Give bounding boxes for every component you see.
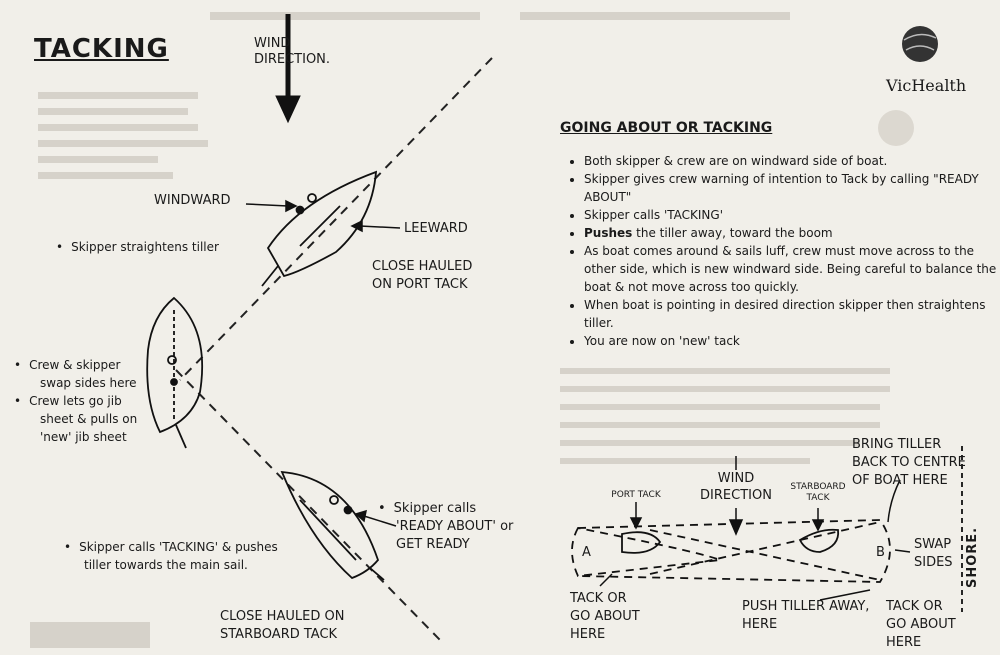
leeward-label: LEEWARD [404,221,468,236]
step-item: • Both skipper & crew are on windward side of boat. [584,152,1000,170]
note-ready-line-3: GET READY [396,537,470,552]
diagram-wind-line-2: DIRECTION [700,488,772,503]
tack-left-line-3: HERE [570,627,606,642]
note-tacking-call [64,538,304,574]
swap-sides-line-2: SIDES [914,555,953,570]
bring-tiller-line-2: BACK TO CENTRE [852,455,966,470]
close-hauled-starboard-line-1: CLOSE HAULED ON [220,609,345,624]
note-ready-line-1 [378,500,518,518]
starboard-tack-line-1: STARBOARD [790,482,846,492]
note-swap-line-1 [14,356,154,374]
tack-here-right-label [886,598,956,652]
note-tacking-text-1: Skipper calls 'TACKING' & pushes [79,540,278,554]
shore-label: SHORE. [965,526,980,588]
push-tiller-line-1: PUSH TILLER AWAY, [742,599,870,614]
vichealth-logo-mark [902,26,938,62]
step-item: • When boat is pointing in desired direction skipper then straightens tiller. [584,296,1000,332]
wind-label-line-2: DIRECTION. [254,52,331,67]
note-jib-line-3: 'new' jib sheet [40,430,127,444]
close-hauled-starboard-line-2: STARBOARD TACK [220,627,338,642]
windward-label: WINDWARD [154,193,231,208]
swap-sides-label [914,536,953,572]
starboard-tack-line-2: TACK [806,493,830,503]
wind-direction-label [254,36,330,68]
note-swap-text-1: Crew & skipper [29,358,121,372]
note-straightens-text: Skipper straightens tiller [71,240,219,254]
point-b-label: B [876,545,885,560]
tack-left-line-1: TACK OR [570,591,627,606]
tack-left-line-2: GO ABOUT [570,609,640,624]
note-ready-text-1: Skipper calls [393,501,477,516]
tack-right-line-2: GO ABOUT [886,617,956,632]
push-tiller-label [742,598,869,634]
point-a-label: A [582,545,591,560]
vichealth-logo-text: VicHealth [886,76,967,95]
bring-tiller-label [852,436,966,490]
step-item: • You are now on 'new' tack [584,332,1000,350]
step-pushes-bold: Pushes [584,226,633,240]
diagram-wind-label [694,470,778,504]
note-tacking-line-2: tiller towards the main sail. [84,558,248,572]
page-title: TACKING [34,34,169,64]
note-swap-sides [14,356,154,392]
close-hauled-port-label [372,258,472,294]
note-swap-line-2: swap sides here [40,376,137,390]
step-item: • As boat comes around & sails luff, crew must move across to the other side, which is new windward side. Being careful to balance the boat & not move across too quickly. [584,242,1000,296]
step-item: • Skipper gives crew warning of intention to Tack by calling "READY ABOUT" [584,170,1000,206]
tacking-steps-list [560,152,1000,350]
note-ready-line-2: 'READY ABOUT' or [396,519,514,534]
wind-arrow [276,14,300,122]
bring-tiller-line-1: BRING TILLER [852,437,942,452]
port-tack-label: PORT TACK [611,490,661,500]
step-item [584,224,1000,242]
note-jib-line-2: sheet & pulls on [40,412,138,426]
diagram-wind-line-1: WIND [717,471,755,486]
note-ready-about [378,500,518,554]
bring-tiller-line-3: OF BOAT HERE [852,473,948,488]
tack-here-left-label [570,590,640,644]
swap-sides-line-1: SWAP [914,537,952,552]
step-item: • Skipper calls 'TACKING' [584,206,1000,224]
section-heading: GOING ABOUT OR TACKING [560,120,773,136]
tack-right-line-3: HERE [886,635,922,650]
note-straightens-tiller [56,238,219,256]
close-hauled-starboard-label [220,608,344,644]
step-pushes-rest: the tiller away, toward the boom [636,226,833,240]
note-jib-sheet [14,392,154,446]
starboard-tack-label [782,482,854,504]
note-jib-line-1 [14,392,154,410]
close-hauled-port-line-2: ON PORT TACK [372,277,468,292]
note-jib-text-1: Crew lets go jib [29,394,122,408]
push-tiller-line-2: HERE [742,617,778,632]
wind-label-line-1: WIND [254,36,291,51]
note-tacking-line-1 [64,538,304,556]
boat-head-to-wind [147,298,202,448]
ghost-logo [878,110,914,146]
close-hauled-port-line-1: CLOSE HAULED [372,259,473,274]
tack-right-line-1: TACK OR [886,599,943,614]
